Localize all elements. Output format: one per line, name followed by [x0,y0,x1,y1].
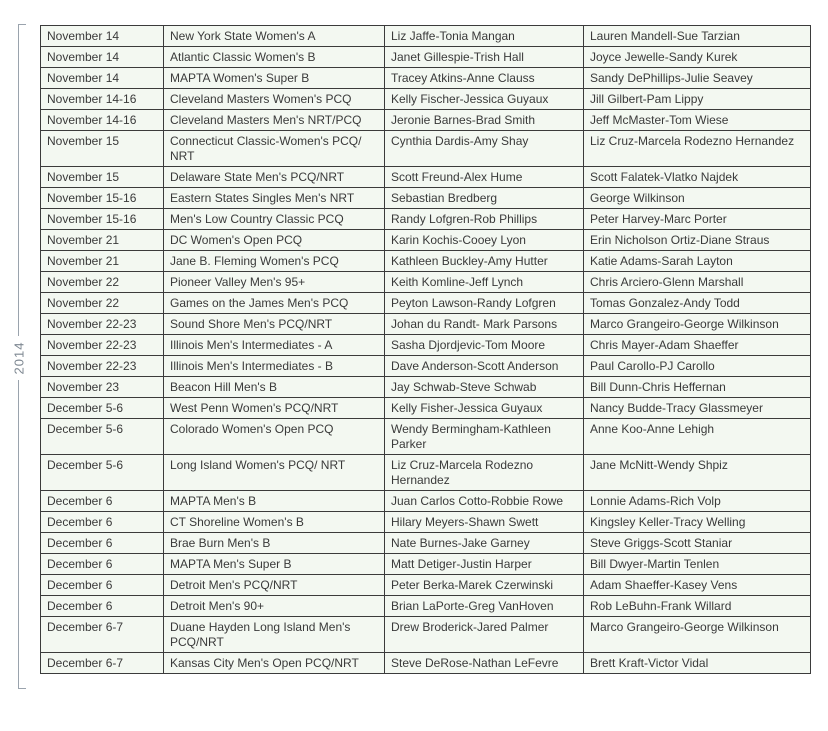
finalists-cell: Bill Dwyer-Martin Tenlen [584,554,811,575]
winners-cell: Johan du Randt- Mark Parsons [385,314,584,335]
date-cell: November 15-16 [41,209,164,230]
table-row [41,455,811,491]
date-cell: November 14-16 [41,110,164,131]
winners-cell: Drew Broderick-Jared Palmer [385,617,584,653]
winners-cell: Keith Komline-Jeff Lynch [385,272,584,293]
event-cell: Beacon Hill Men's B [164,377,385,398]
finalists-cell: Marco Grangeiro-George Wilkinson [584,617,811,653]
finalists-cell: Joyce Jewelle-Sandy Kurek [584,47,811,68]
finalists-cell: Tomas Gonzalez-Andy Todd [584,293,811,314]
date-cell: December 6 [41,533,164,554]
finalists-cell: Nancy Budde-Tracy Glassmeyer [584,398,811,419]
winners-cell: Peyton Lawson-Randy Lofgren [385,293,584,314]
finalists-cell: Katie Adams-Sarah Layton [584,251,811,272]
table-row [41,188,811,209]
finalists-cell: George Wilkinson [584,188,811,209]
finalists-cell: Peter Harvey-Marc Porter [584,209,811,230]
finalists-cell: Bill Dunn-Chris Heffernan [584,377,811,398]
finalists-cell: Jane McNitt-Wendy Shpiz [584,455,811,491]
finalists-cell: Adam Shaeffer-Kasey Vens [584,575,811,596]
finalists-cell: Chris Arciero-Glenn Marshall [584,272,811,293]
date-cell: November 15 [41,131,164,167]
winners-cell: Kathleen Buckley-Amy Hutter [385,251,584,272]
finalists-cell: Lauren Mandell-Sue Tarzian [584,26,811,47]
table-row [41,653,811,674]
event-cell: MAPTA Men's Super B [164,554,385,575]
event-cell: Games on the James Men's PCQ [164,293,385,314]
date-cell: December 6 [41,491,164,512]
winners-cell: Hilary Meyers-Shawn Swett [385,512,584,533]
table-row [41,398,811,419]
table-row [41,377,811,398]
event-cell: Eastern States Singles Men's NRT [164,188,385,209]
date-cell: November 15 [41,167,164,188]
event-cell: Atlantic Classic Women's B [164,47,385,68]
event-cell: Long Island Women's PCQ/ NRT [164,455,385,491]
table-row [41,272,811,293]
table-row [41,314,811,335]
date-cell: December 6-7 [41,617,164,653]
date-cell: November 22-23 [41,356,164,377]
table-row [41,47,811,68]
winners-cell: Liz Cruz-Marcela Rodezno Hernandez [385,455,584,491]
event-cell: Cleveland Masters Women's PCQ [164,89,385,110]
finalists-cell: Chris Mayer-Adam Shaeffer [584,335,811,356]
finalists-cell: Lonnie Adams-Rich Volp [584,491,811,512]
winners-cell: Wendy Bermingham-Kathleen Parker [385,419,584,455]
winners-cell: Matt Detiger-Justin Harper [385,554,584,575]
table-row [41,230,811,251]
table-row [41,491,811,512]
winners-cell: Cynthia Dardis-Amy Shay [385,131,584,167]
table-row [41,356,811,377]
results-table [40,25,811,674]
date-cell: December 5-6 [41,455,164,491]
event-cell: Men's Low Country Classic PCQ [164,209,385,230]
date-cell: November 22-23 [41,335,164,356]
date-cell: December 6-7 [41,653,164,674]
table-row [41,68,811,89]
winners-cell: Dave Anderson-Scott Anderson [385,356,584,377]
date-cell: November 21 [41,251,164,272]
finalists-cell: Sandy DePhillips-Julie Seavey [584,68,811,89]
event-cell: DC Women's Open PCQ [164,230,385,251]
winners-cell: Brian LaPorte-Greg VanHoven [385,596,584,617]
date-cell: December 6 [41,575,164,596]
winners-cell: Juan Carlos Cotto-Robbie Rowe [385,491,584,512]
date-cell: November 23 [41,377,164,398]
event-cell: Detroit Men's PCQ/NRT [164,575,385,596]
table-row [41,533,811,554]
winners-cell: Nate Burnes-Jake Garney [385,533,584,554]
event-cell: Delaware State Men's PCQ/NRT [164,167,385,188]
table-row [41,419,811,455]
event-cell: Colorado Women's Open PCQ [164,419,385,455]
table-row [41,209,811,230]
date-cell: December 5-6 [41,398,164,419]
table-row [41,554,811,575]
table-row [41,293,811,314]
event-cell: Pioneer Valley Men's 95+ [164,272,385,293]
finalists-cell: Kingsley Keller-Tracy Welling [584,512,811,533]
table-row [41,596,811,617]
finalists-cell: Anne Koo-Anne Lehigh [584,419,811,455]
year-rail-top-tick [18,24,26,25]
finalists-cell: Paul Carollo-PJ Carollo [584,356,811,377]
date-cell: November 14 [41,47,164,68]
finalists-cell: Steve Griggs-Scott Staniar [584,533,811,554]
winners-cell: Jay Schwab-Steve Schwab [385,377,584,398]
event-cell: Illinois Men's Intermediates - B [164,356,385,377]
finalists-cell: Erin Nicholson Ortiz-Diane Straus [584,230,811,251]
event-cell: Cleveland Masters Men's NRT/PCQ [164,110,385,131]
date-cell: November 15-16 [41,188,164,209]
event-cell: Connecticut Classic-Women's PCQ/ NRT [164,131,385,167]
date-cell: November 22 [41,293,164,314]
winners-cell: Kelly Fischer-Jessica Guyaux [385,89,584,110]
table-row [41,89,811,110]
event-cell: MAPTA Men's B [164,491,385,512]
table-row [41,167,811,188]
finalists-cell: Liz Cruz-Marcela Rodezno Hernandez [584,131,811,167]
table-row [41,512,811,533]
event-cell: MAPTA Women's Super B [164,68,385,89]
date-cell: November 14-16 [41,89,164,110]
year-text: 2014 [11,341,27,375]
table-row [41,575,811,596]
results-table-body [41,26,811,674]
event-cell: West Penn Women's PCQ/NRT [164,398,385,419]
winners-cell: Randy Lofgren-Rob Phillips [385,209,584,230]
winners-cell: Karin Kochis-Cooey Lyon [385,230,584,251]
winners-cell: Sasha Djordjevic-Tom Moore [385,335,584,356]
table-row [41,110,811,131]
finalists-cell: Brett Kraft-Victor Vidal [584,653,811,674]
winners-cell: Sebastian Bredberg [385,188,584,209]
event-cell: CT Shoreline Women's B [164,512,385,533]
date-cell: November 22-23 [41,314,164,335]
finalists-cell: Marco Grangeiro-George Wilkinson [584,314,811,335]
date-cell: November 14 [41,26,164,47]
winners-cell: Janet Gillespie-Trish Hall [385,47,584,68]
table-row [41,26,811,47]
event-cell: New York State Women's A [164,26,385,47]
winners-cell: Steve DeRose-Nathan LeFevre [385,653,584,674]
event-cell: Kansas City Men's Open PCQ/NRT [164,653,385,674]
date-cell: December 5-6 [41,419,164,455]
event-cell: Brae Burn Men's B [164,533,385,554]
date-cell: December 6 [41,554,164,575]
table-row [41,335,811,356]
winners-cell: Peter Berka-Marek Czerwinski [385,575,584,596]
event-cell: Sound Shore Men's PCQ/NRT [164,314,385,335]
date-cell: November 14 [41,68,164,89]
finalists-cell: Jeff McMaster-Tom Wiese [584,110,811,131]
finalists-cell: Rob LeBuhn-Frank Willard [584,596,811,617]
table-row [41,251,811,272]
event-cell: Jane B. Fleming Women's PCQ [164,251,385,272]
date-cell: December 6 [41,512,164,533]
table-row [41,131,811,167]
winners-cell: Kelly Fisher-Jessica Guyaux [385,398,584,419]
finalists-cell: Scott Falatek-Vlatko Najdek [584,167,811,188]
event-cell: Detroit Men's 90+ [164,596,385,617]
date-cell: November 21 [41,230,164,251]
winners-cell: Tracey Atkins-Anne Clauss [385,68,584,89]
year-rail-bottom-tick [18,688,26,689]
table-row [41,617,811,653]
event-cell: Duane Hayden Long Island Men's PCQ/NRT [164,617,385,653]
event-cell: Illinois Men's Intermediates - A [164,335,385,356]
winners-cell: Liz Jaffe-Tonia Mangan [385,26,584,47]
year-label [4,336,34,380]
winners-cell: Scott Freund-Alex Hume [385,167,584,188]
date-cell: December 6 [41,596,164,617]
finalists-cell: Jill Gilbert-Pam Lippy [584,89,811,110]
date-cell: November 22 [41,272,164,293]
winners-cell: Jeronie Barnes-Brad Smith [385,110,584,131]
